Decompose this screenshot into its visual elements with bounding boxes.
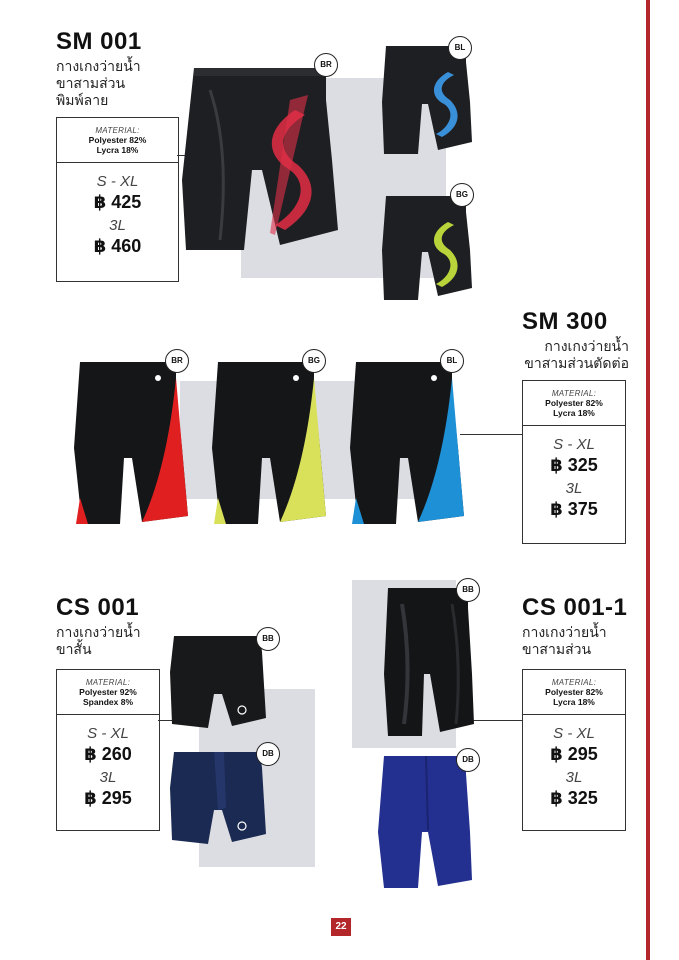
material-block xyxy=(57,670,159,715)
shorts-sm001-br-image xyxy=(180,60,340,270)
material-label: MATERIAL: xyxy=(551,678,597,687)
product-code-cs001: CS 001 xyxy=(56,594,140,621)
color-badge-bg: BG xyxy=(302,349,326,373)
price-block xyxy=(57,725,159,809)
spec-box-cs001 xyxy=(56,669,160,831)
shorts-sm001-bg-image xyxy=(380,192,472,304)
shorts-cs0011-bb-image xyxy=(382,584,474,740)
spec-box-cs0011 xyxy=(522,669,626,831)
product-name-cs001 xyxy=(56,624,141,658)
name-line: ขาสามส่วน xyxy=(522,641,592,657)
size-range: 3L xyxy=(109,217,126,234)
name-line: กางเกงว่ายน้ำ xyxy=(56,58,141,74)
price-block xyxy=(523,436,625,520)
material-block xyxy=(523,670,625,715)
price: ฿ 295 xyxy=(550,744,598,764)
spec-box-sm300 xyxy=(522,380,626,544)
material-label: MATERIAL: xyxy=(85,678,131,687)
size-range: S - XL xyxy=(96,173,139,190)
price: ฿ 325 xyxy=(550,788,598,808)
product-name-sm300 xyxy=(511,338,629,372)
color-badge-db: DB xyxy=(456,748,480,772)
material-block xyxy=(57,118,178,163)
material-value: Polyester 82% xyxy=(545,687,603,697)
connector-line xyxy=(472,720,522,721)
name-line: ขาสั้น xyxy=(56,641,92,657)
price-block xyxy=(57,173,178,257)
material-value: Polyester 82% xyxy=(88,135,147,145)
color-badge-bg: BG xyxy=(450,183,474,207)
material-value: Lycra 18% xyxy=(553,697,595,707)
spec-box-sm001 xyxy=(56,117,179,282)
material-label: MATERIAL: xyxy=(551,389,597,398)
color-badge-br: BR xyxy=(314,53,338,77)
shorts-sm300-bl-image xyxy=(348,358,466,528)
size-range: 3L xyxy=(565,769,583,786)
color-badge-bb: BB xyxy=(256,627,280,651)
price: ฿ 460 xyxy=(93,236,142,256)
shorts-sm300-br-image xyxy=(72,358,190,528)
product-code-sm001: SM 001 xyxy=(56,28,142,55)
material-value: Lycra 18% xyxy=(553,408,595,418)
page-number: 22 xyxy=(331,918,351,936)
material-label: MATERIAL: xyxy=(95,126,140,135)
material-value: Spandex 8% xyxy=(82,697,134,707)
price-block xyxy=(523,725,625,809)
name-line: กางเกงว่ายน้ำ xyxy=(56,624,141,640)
material-value: Lycra 18% xyxy=(96,145,139,155)
page-edge-rule xyxy=(646,0,650,960)
size-range: 3L xyxy=(565,480,583,497)
color-badge-bl: BL xyxy=(440,349,464,373)
product-name-cs0011 xyxy=(522,624,607,658)
size-range: S - XL xyxy=(553,436,595,453)
color-badge-bb: BB xyxy=(456,578,480,602)
shorts-cs0011-db-image xyxy=(376,752,474,892)
price: ฿ 425 xyxy=(93,192,142,212)
name-line: กางเกงว่ายน้ำ xyxy=(544,338,629,354)
price: ฿ 295 xyxy=(84,788,132,808)
name-line: พิมพ์ลาย xyxy=(56,92,109,108)
material-block xyxy=(523,381,625,426)
price: ฿ 325 xyxy=(550,455,598,475)
product-name-sm001 xyxy=(56,58,141,109)
product-code-sm300: SM 300 xyxy=(522,308,608,335)
color-badge-bl: BL xyxy=(448,36,472,60)
size-range: S - XL xyxy=(87,725,129,742)
size-range: S - XL xyxy=(553,725,595,742)
shorts-cs001-db-image xyxy=(168,748,268,848)
connector-line xyxy=(460,434,522,435)
material-value: Polyester 82% xyxy=(545,398,603,408)
color-badge-br: BR xyxy=(165,349,189,373)
price: ฿ 375 xyxy=(550,499,598,519)
shorts-sm300-bg-image xyxy=(210,358,328,528)
name-line: ขาสามส่วน xyxy=(56,75,126,91)
name-line: กางเกงว่ายน้ำ xyxy=(522,624,607,640)
shorts-cs001-bb-image xyxy=(168,632,268,732)
color-badge-db: DB xyxy=(256,742,280,766)
product-code-cs0011: CS 001-1 xyxy=(522,594,628,621)
name-line: ขาสามส่วนตัดต่อ xyxy=(524,355,629,371)
material-value: Polyester 92% xyxy=(79,687,137,697)
price: ฿ 260 xyxy=(84,744,132,764)
size-range: 3L xyxy=(99,769,117,786)
